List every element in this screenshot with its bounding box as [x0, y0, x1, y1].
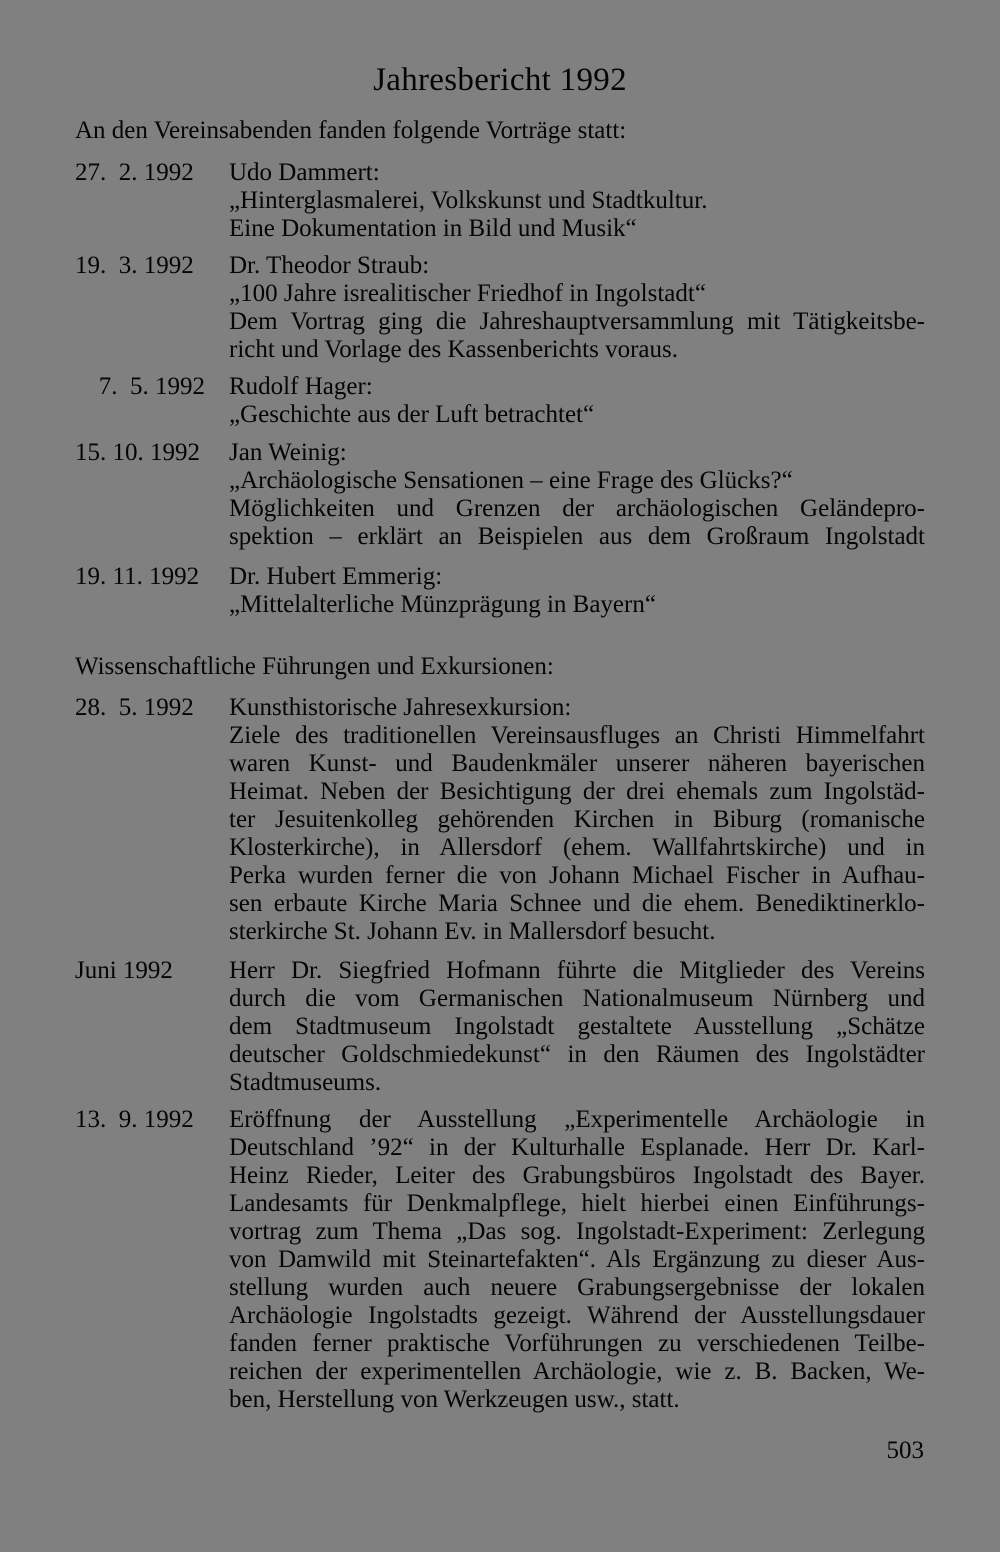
entry-line: waren Kunst- und Baudenkmäler unserer näheren bayerischen — [229, 750, 925, 777]
entry-line: Möglichkeiten und Grenzen der archäologischen Geländepro- — [229, 495, 925, 522]
entry-body — [229, 159, 925, 243]
entry-line: „Mittelalterliche Münzprägung in Bayern“ — [229, 591, 656, 618]
entry-line: vortrag zum Thema „Das sog. Ingolstadt-Experiment: Zerlegung — [229, 1218, 925, 1245]
entry-date: 13. 9. 1992 — [75, 1106, 194, 1133]
page-number: 503 — [886, 1437, 924, 1464]
entry-date: 28. 5. 1992 — [75, 694, 194, 721]
entry-line: sterkirche St. Johann Ev. in Mallersdorf besucht. — [229, 918, 716, 945]
entry-body — [229, 439, 925, 551]
entry-date: 19. 11. 1992 — [75, 563, 200, 590]
entry-line: reichen der experimentellen Archäologie, wie z. B. Backen, We- — [229, 1358, 925, 1385]
entry-line: Eröffnung der Ausstellung „Experimentelle Archäologie in — [229, 1106, 925, 1133]
entry-body — [229, 563, 925, 619]
entry-line: Landesamts für Denkmalpflege, hielt hierbei einen Einführungs- — [229, 1190, 925, 1217]
entry-line: Heinz Rieder, Leiter des Grabungsbüros Ingolstadt des Bayer. — [229, 1162, 925, 1189]
entry-line: „100 Jahre isrealitischer Friedhof in Ingolstadt“ — [229, 280, 706, 307]
entry-line: deutscher Goldschmiedekunst“ in den Räumen des Ingolstädter — [229, 1041, 925, 1068]
entry-line: Herr Dr. Siegfried Hofmann führte die Mitglieder des Vereins — [229, 957, 925, 984]
entry-body — [229, 957, 925, 1097]
entry-line: dem Stadtmuseum Ingolstadt gestaltete Ausstellung „Schätze — [229, 1013, 925, 1040]
entry-line: „Hinterglasmalerei, Volkskunst und Stadtkultur. — [229, 187, 708, 214]
entry-line: Heimat. Neben der Besichtigung der drei ehemals zum Ingolstäd- — [229, 778, 925, 805]
entry-line: ter Jesuitenkolleg gehörenden Kirchen in Biburg (romanische — [229, 806, 925, 833]
entry-line: Rudolf Hager: — [229, 373, 373, 400]
entry-line: durch die vom Germanischen Nationalmuseum Nürnberg und — [229, 985, 925, 1012]
section-heading-lectures: An den Vereinsabenden fanden folgende Vorträge statt: — [75, 117, 627, 144]
entry-body — [229, 252, 925, 364]
entry-line: Dr. Hubert Emmerig: — [229, 563, 443, 590]
entry-line: „Geschichte aus der Luft betrachtet“ — [229, 401, 595, 428]
entry-line: „Archäologische Sensationen – eine Frage des Glücks?“ — [229, 467, 793, 494]
entry-line: spektion – erklärt an Beispielen aus dem Großraum Ingolstadt — [229, 523, 925, 550]
section-heading-excursions: Wissenschaftliche Führungen und Exkursionen: — [75, 653, 554, 680]
entry-line: Dem Vortrag ging die Jahreshauptversammlung mit Tätigkeitsbe- — [229, 308, 925, 335]
entry-line: richt und Vorlage des Kassenberichts voraus. — [229, 336, 678, 363]
entry-line: stellung wurden auch neuere Grabungsergebnisse der lokalen — [229, 1274, 925, 1301]
entry-line: Jan Weinig: — [229, 439, 347, 466]
entry-line: Ziele des traditionellen Vereinsausfluges an Christi Himmelfahrt — [229, 722, 925, 749]
page-title: Jahresbericht 1992 — [373, 62, 627, 98]
entry-line: Perka wurden ferner die von Johann Michael Fischer in Aufhau- — [229, 862, 925, 889]
entry-line: Eine Dokumentation in Bild und Musik“ — [229, 215, 637, 242]
entry-date: 19. 3. 1992 — [75, 252, 194, 279]
entry-body — [229, 1106, 925, 1414]
entry-line: Udo Dammert: — [229, 159, 380, 186]
entry-body — [229, 373, 925, 429]
entry-line: Kunsthistorische Jahresexkursion: — [229, 694, 572, 721]
entry-line: Dr. Theodor Straub: — [229, 252, 430, 279]
entry-line: sen erbaute Kirche Maria Schnee und die ehem. Benediktinerklo- — [229, 890, 925, 917]
entry-date: 7. 5. 1992 — [98, 373, 205, 400]
entry-date: 15. 10. 1992 — [75, 439, 200, 466]
entry-date: 27. 2. 1992 — [75, 159, 194, 186]
entry-line: Archäologie Ingolstadts gezeigt. Während der Ausstellungsdauer — [229, 1302, 925, 1329]
entry-line: fanden ferner praktische Vorführungen zu verschiedenen Teilbe- — [229, 1330, 925, 1357]
entry-body — [229, 694, 925, 946]
entry-line: von Damwild mit Steinartefakten“. Als Ergänzung zu dieser Aus- — [229, 1246, 925, 1273]
entry-line: Deutschland ’92“ in der Kulturhalle Esplanade. Herr Dr. Karl- — [229, 1134, 925, 1161]
entry-date: Juni 1992 — [75, 957, 173, 984]
entry-line: ben, Herstellung von Werkzeugen usw., statt. — [229, 1386, 680, 1413]
entry-line: Klosterkirche), in Allersdorf (ehem. Wallfahrtskirche) und in — [229, 834, 925, 861]
entry-line: Stadtmuseums. — [229, 1069, 382, 1096]
